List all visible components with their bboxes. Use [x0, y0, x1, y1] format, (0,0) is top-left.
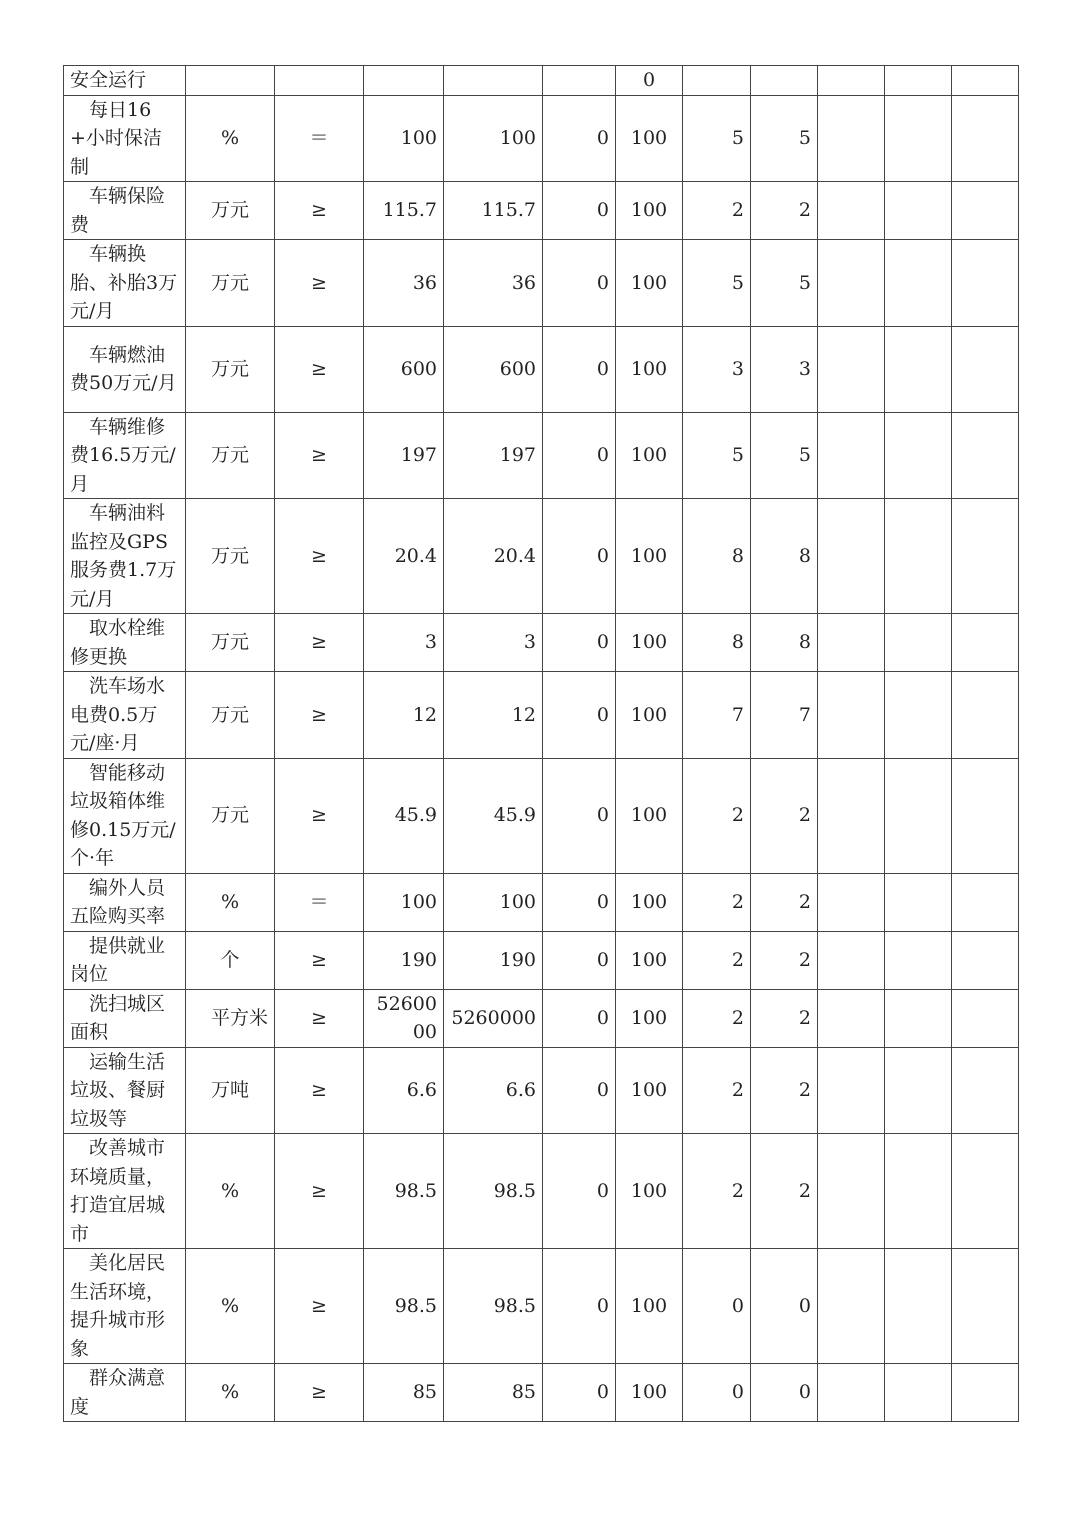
cell-c10: [818, 672, 885, 759]
cell-score-2: 8: [751, 499, 818, 614]
cell-c1-2: [952, 614, 1019, 672]
cell-c10: [818, 1134, 885, 1249]
cell-op: ≥: [275, 240, 364, 327]
table-row: [64, 326, 1019, 412]
cell-op: ≥: [275, 1249, 364, 1364]
cell-actual: 36: [444, 240, 543, 327]
table-row: [64, 672, 1019, 759]
cell-c11: [885, 499, 952, 614]
table-row: [64, 95, 1019, 182]
cell-op: ≥: [275, 499, 364, 614]
table-row: [64, 1134, 1019, 1249]
cell-op: ＝: [275, 95, 364, 182]
cell-op: ≥: [275, 1047, 364, 1134]
cell-target: 6.6: [364, 1047, 444, 1134]
cell-c10: [818, 1364, 885, 1422]
cell-target: 3: [364, 614, 444, 672]
cell-name: 洗车场水电费0.5万元/座·月: [64, 672, 186, 759]
cell-score: 5: [683, 95, 751, 182]
cell-actual: 115.7: [444, 182, 543, 240]
cell-op: ≥: [275, 412, 364, 499]
table-row: [64, 182, 1019, 240]
cell-c10: [818, 1047, 885, 1134]
cell-diff: 0: [543, 1134, 616, 1249]
table-body: [64, 66, 1019, 1422]
cell-unit: 万吨: [186, 1047, 275, 1134]
cell-c10: [818, 614, 885, 672]
cell-c1-2: [952, 989, 1019, 1047]
cell-target: 115.7: [364, 182, 444, 240]
cell-op: ≥: [275, 182, 364, 240]
cell-c10: [818, 758, 885, 873]
cell-score-2: 2: [751, 758, 818, 873]
cell-target: 98.5: [364, 1249, 444, 1364]
cell-name: 车辆油料监控及GPS服务费1.7万元/月: [64, 499, 186, 614]
cell-score: 2: [683, 989, 751, 1047]
cell-op: ≥: [275, 1364, 364, 1422]
cell-name: 提供就业岗位: [64, 931, 186, 989]
cell-c1-2: [952, 95, 1019, 182]
cell-score: [683, 66, 751, 96]
cell-c1-2: [952, 412, 1019, 499]
cell-op: ≥: [275, 326, 364, 412]
cell-score-2: 2: [751, 989, 818, 1047]
cell-unit: %: [186, 1364, 275, 1422]
cell-weight: 100: [616, 758, 683, 873]
cell-c11: [885, 758, 952, 873]
cell-diff: 0: [543, 1249, 616, 1364]
cell-op: ≥: [275, 672, 364, 759]
cell-unit: 万元: [186, 240, 275, 327]
cell-c11: [885, 873, 952, 931]
cell-score-2: 2: [751, 1047, 818, 1134]
cell-op: ≥: [275, 989, 364, 1047]
cell-c11: [885, 989, 952, 1047]
cell-diff: [543, 66, 616, 96]
cell-actual: 5260000: [444, 989, 543, 1047]
cell-diff: 0: [543, 182, 616, 240]
cell-c1-2: [952, 931, 1019, 989]
cell-name: 安全运行: [64, 66, 186, 96]
cell-target: 85: [364, 1364, 444, 1422]
cell-op: ≥: [275, 614, 364, 672]
cell-c11: [885, 95, 952, 182]
cell-unit: 万元: [186, 672, 275, 759]
cell-name: 取水栓维修更换: [64, 614, 186, 672]
cell-score-2: [751, 66, 818, 96]
cell-diff: 0: [543, 499, 616, 614]
cell-score: 3: [683, 326, 751, 412]
cell-name: 群众满意度: [64, 1364, 186, 1422]
cell-c11: [885, 614, 952, 672]
cell-actual: 98.5: [444, 1249, 543, 1364]
cell-unit: 万元: [186, 614, 275, 672]
cell-c11: [885, 1249, 952, 1364]
cell-c10: [818, 931, 885, 989]
cell-diff: 0: [543, 240, 616, 327]
cell-score: 2: [683, 1047, 751, 1134]
table-row: [64, 1047, 1019, 1134]
cell-c1-2: [952, 1134, 1019, 1249]
cell-score: 8: [683, 614, 751, 672]
cell-unit: 万元: [186, 758, 275, 873]
cell-score: 0: [683, 1364, 751, 1422]
cell-unit: 万元: [186, 499, 275, 614]
cell-op: ＝: [275, 873, 364, 931]
cell-diff: 0: [543, 326, 616, 412]
cell-c11: [885, 931, 952, 989]
cell-weight: 100: [616, 412, 683, 499]
cell-target: 600: [364, 326, 444, 412]
cell-actual: 85: [444, 1364, 543, 1422]
cell-score: 2: [683, 1134, 751, 1249]
cell-score-2: 2: [751, 873, 818, 931]
cell-score-2: 2: [751, 931, 818, 989]
cell-score: 5: [683, 240, 751, 327]
table-row: [64, 758, 1019, 873]
table-row: [64, 412, 1019, 499]
cell-c10: [818, 499, 885, 614]
cell-unit: 万元: [186, 182, 275, 240]
cell-diff: 0: [543, 1047, 616, 1134]
cell-weight: 0: [616, 66, 683, 96]
table-row: [64, 1364, 1019, 1422]
cell-weight: 100: [616, 614, 683, 672]
cell-c1-2: [952, 326, 1019, 412]
cell-name: 编外人员五险购买率: [64, 873, 186, 931]
cell-actual: 98.5: [444, 1134, 543, 1249]
cell-weight: 100: [616, 1047, 683, 1134]
cell-diff: 0: [543, 95, 616, 182]
cell-diff: 0: [543, 758, 616, 873]
cell-target: 190: [364, 931, 444, 989]
cell-actual: 600: [444, 326, 543, 412]
cell-name: 智能移动垃圾箱体维修0.15万元/个·年: [64, 758, 186, 873]
cell-score-2: 5: [751, 412, 818, 499]
cell-unit: %: [186, 95, 275, 182]
cell-score: 5: [683, 412, 751, 499]
cell-c11: [885, 1047, 952, 1134]
cell-weight: 100: [616, 1134, 683, 1249]
cell-diff: 0: [543, 1364, 616, 1422]
cell-actual: 197: [444, 412, 543, 499]
cell-op: ≥: [275, 758, 364, 873]
cell-c1-2: [952, 240, 1019, 327]
cell-c10: [818, 95, 885, 182]
cell-c10: [818, 182, 885, 240]
cell-actual: 190: [444, 931, 543, 989]
cell-c1-2: [952, 1047, 1019, 1134]
cell-c11: [885, 240, 952, 327]
table-row: [64, 240, 1019, 327]
performance-indicator-table: [63, 65, 1019, 1422]
cell-c10: [818, 1249, 885, 1364]
cell-c1-2: [952, 182, 1019, 240]
cell-target: 98.5: [364, 1134, 444, 1249]
cell-weight: 100: [616, 326, 683, 412]
cell-target: [364, 66, 444, 96]
cell-diff: 0: [543, 873, 616, 931]
cell-target: 45.9: [364, 758, 444, 873]
cell-name: 车辆换胎、补胎3万元/月: [64, 240, 186, 327]
cell-name: 车辆燃油费50万元/月: [64, 326, 186, 412]
cell-target: 36: [364, 240, 444, 327]
cell-c1-2: [952, 1364, 1019, 1422]
cell-c10: [818, 326, 885, 412]
cell-name: 改善城市环境质量，打造宜居城市: [64, 1134, 186, 1249]
table-row: [64, 873, 1019, 931]
cell-score-2: 0: [751, 1364, 818, 1422]
cell-unit: 万元: [186, 412, 275, 499]
cell-actual: 3: [444, 614, 543, 672]
cell-name: 美化居民生活环境，提升城市形象: [64, 1249, 186, 1364]
cell-c1-2: [952, 873, 1019, 931]
cell-unit: %: [186, 873, 275, 931]
cell-actual: [444, 66, 543, 96]
cell-unit: [186, 66, 275, 96]
cell-c11: [885, 182, 952, 240]
cell-c10: [818, 412, 885, 499]
cell-score: 2: [683, 182, 751, 240]
cell-c11: [885, 1364, 952, 1422]
cell-weight: 100: [616, 240, 683, 327]
cell-c10: [818, 873, 885, 931]
cell-unit: %: [186, 1134, 275, 1249]
cell-target: 100: [364, 873, 444, 931]
cell-target: 20.4: [364, 499, 444, 614]
cell-unit: 万元: [186, 326, 275, 412]
cell-name: 车辆维修费16.5万元/月: [64, 412, 186, 499]
cell-actual: 20.4: [444, 499, 543, 614]
cell-name: 运输生活垃圾、餐厨垃圾等: [64, 1047, 186, 1134]
table-row: [64, 614, 1019, 672]
cell-score-2: 5: [751, 240, 818, 327]
cell-target: 100: [364, 95, 444, 182]
cell-c11: [885, 412, 952, 499]
cell-score: 2: [683, 758, 751, 873]
cell-weight: 100: [616, 499, 683, 614]
cell-unit: 个: [186, 931, 275, 989]
cell-target: 12: [364, 672, 444, 759]
cell-weight: 100: [616, 95, 683, 182]
cell-unit: %: [186, 1249, 275, 1364]
cell-actual: 12: [444, 672, 543, 759]
cell-score-2: 2: [751, 182, 818, 240]
cell-op: [275, 66, 364, 96]
cell-diff: 0: [543, 672, 616, 759]
cell-weight: 100: [616, 989, 683, 1047]
cell-score-2: 2: [751, 1134, 818, 1249]
cell-op: ≥: [275, 1134, 364, 1249]
table-row: [64, 499, 1019, 614]
cell-c10: [818, 240, 885, 327]
cell-actual: 100: [444, 873, 543, 931]
cell-c1-2: [952, 499, 1019, 614]
cell-c1-2: [952, 66, 1019, 96]
cell-c10: [818, 989, 885, 1047]
cell-score: 0: [683, 1249, 751, 1364]
cell-name: 每日16+小时保洁制: [64, 95, 186, 182]
cell-weight: 100: [616, 931, 683, 989]
cell-actual: 45.9: [444, 758, 543, 873]
cell-weight: 100: [616, 1249, 683, 1364]
cell-weight: 100: [616, 873, 683, 931]
table-row: [64, 931, 1019, 989]
cell-c1-2: [952, 672, 1019, 759]
cell-weight: 100: [616, 182, 683, 240]
cell-c11: [885, 672, 952, 759]
cell-score-2: 8: [751, 614, 818, 672]
cell-diff: 0: [543, 931, 616, 989]
cell-c11: [885, 326, 952, 412]
cell-unit: 平方米: [186, 989, 275, 1047]
cell-weight: 100: [616, 672, 683, 759]
cell-weight: 100: [616, 1364, 683, 1422]
cell-score: 2: [683, 931, 751, 989]
cell-c1-2: [952, 1249, 1019, 1364]
table-row: [64, 1249, 1019, 1364]
cell-score: 7: [683, 672, 751, 759]
cell-target: 5260000: [364, 989, 444, 1047]
cell-op: ≥: [275, 931, 364, 989]
cell-name: 车辆保险费: [64, 182, 186, 240]
cell-actual: 6.6: [444, 1047, 543, 1134]
cell-diff: 0: [543, 412, 616, 499]
table-row: [64, 989, 1019, 1047]
cell-score-2: 3: [751, 326, 818, 412]
cell-score-2: 7: [751, 672, 818, 759]
cell-c1-2: [952, 758, 1019, 873]
table-row: [64, 66, 1019, 96]
cell-diff: 0: [543, 614, 616, 672]
cell-score: 8: [683, 499, 751, 614]
cell-diff: 0: [543, 989, 616, 1047]
cell-target: 197: [364, 412, 444, 499]
cell-actual: 100: [444, 95, 543, 182]
cell-score: 2: [683, 873, 751, 931]
cell-score-2: 5: [751, 95, 818, 182]
cell-score-2: 0: [751, 1249, 818, 1364]
cell-name: 洗扫城区面积: [64, 989, 186, 1047]
cell-c11: [885, 66, 952, 96]
cell-c11: [885, 1134, 952, 1249]
cell-c10: [818, 66, 885, 96]
